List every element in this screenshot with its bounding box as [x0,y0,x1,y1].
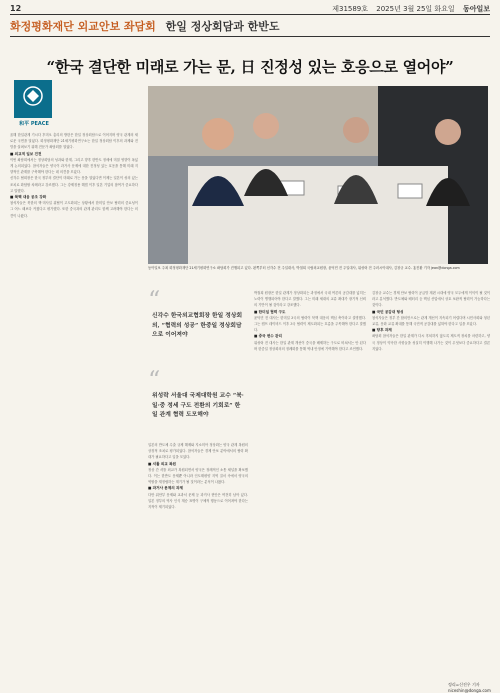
issue-meta [332,4,490,14]
section-sponsor: 화정평화재단 외교안보 좌담회 [10,20,156,33]
article-column-2 [148,442,248,678]
quote-mark-icon: “ [148,286,161,314]
subheading: ■ 국민 공감대 형성 [372,309,404,314]
subheading: ■ 중국 변수 관리 [254,334,282,339]
paragraph: 올해 한일관계 기시다 후미오 총리의 방한은 한일 정상회담으로 이어지며 양국 관계의 새로운 국면을 열었다. 화정평화재단 21세기평화연구소는 한일 정상회담 이후의 과제와 전망을 살펴보기 위해 전문가 좌담회를 열었다. [10,133,138,150]
paragraph: 참석자들은 정부 간 합의만으로는 관계 개선이 지속되기 어렵다며 시민사회와 청년 교류, 문화 교류 확대를 통해 국민적 공감대를 넓혀야 한다고 입을 모았다. [372,315,490,327]
pull-quote-1: 신각수 한국외교협회장 한일 정상회 의, “협력의 성공” 한중일 정상회담으로 이어져야 [152,313,243,338]
section-title [10,18,280,34]
photo-caption: 동아일보 주최 화정평화재단 21세기평화연구소 좌담회가 진행되고 있다. 왼쪽부터 신각수 전 주일대사, 박철희 국립외교원장, 윤덕민 전 주일대사, 위성락 전 주러시아대사, 김창규 교수. 홍진환 기자 jean@donga.com [148,266,460,270]
issue-date: 2025년 3월 25일 화요일 [376,5,455,13]
headline: “한국 결단한 미래로 가는 문, 日 진정성 있는 호응으로 열어야” [46,58,454,76]
roundtable-photo [148,86,488,264]
paragraph: 신각수 협회장은 한국 정부의 결단이 미래로 가는 문을 열었다면 이제는 일본이 성의 있는 조치로 화답할 차례라고 강조했다. 그는 강제징용 해법 이후 일본 기업의 참여가 중요하다고 말했다. [10,176,138,193]
subheading: ■ 북핵 대응 공조 강화 [10,195,47,200]
article-column-1 [10,132,138,680]
paragraph: 참석자들은 북한의 핵·미사일 위협이 고도화되는 상황에서 한미일 안보 협력의 중요성이 그 어느 때보다 커졌다고 평가했다. 또한 중국과의 관계 관리도 함께 고려해야 한다는 의견이 나왔다. [10,201,138,218]
paragraph: 위성락 전 대사는 한일 관계 개선이 중국을 배제하는 구도로 비쳐서는 안 된다며 한중일 정상회의의 정례화를 통해 역내 안정에 기여해야 한다고 조언했다. [254,340,366,351]
peace-foundation-logo [14,80,52,118]
pull-quote-2: 위성락 서울대 국제대학원 교수 “북·일·중 정세 구도 전환의 기회로” 한일 관계 협력 도모해야 [152,393,244,418]
article-column-4 [372,290,490,678]
paragraph: 좌담회 참석자들은 한일 관계가 다시 후퇴하지 않도록 제도적 장치를 마련하고, 양국 정상이 약속한 사항들을 성실히 이행해 나가는 것이 무엇보다 중요하다고 결론지었다. [372,334,490,351]
subheading: ■ 한미일 협력 구도 [254,309,286,314]
header-rule [10,14,490,15]
quote-mark-icon: “ [148,366,161,394]
subheading: ■ 셔틀 외교 복원 [148,461,176,466]
paragraph: 이번 좌담회에서는 정상회담의 성과와 한계, 그리고 향후 한반도 정세에 미칠 영향이 폭넓게 논의되었다. 참석자들은 양국이 과거사 문제에 대한 진정성 있는 호응을 통해 미래 지향적인 관계를 구축해야 한다는 데 의견을 모았다. [10,157,138,175]
subheading: ■ 외교적 일보 진전 [10,151,42,156]
issue-number: 제31589호 [332,5,369,13]
page-number: 12 [10,4,22,13]
paragraph: 다만 위안부 문제와 교과서 문제 등 과거사 현안은 여전히 남아 있다. 일본 정부의 역사 인식 계승 표명이 구체적 행동으로 이어져야 한다는 지적이 제기되었다. [148,492,248,510]
logo-caption: 和平 PEACE [19,121,49,127]
paragraph: 정상 간 셔틀 외교가 복원되면서 양국은 정례적인 소통 채널을 확보했다. 이는 한반도 문제뿐 아니라 인도태평양 지역 질서 속에서 양국의 역할을 재정립하는 계기가 될 것이라는 분석이 나왔다. [148,467,248,485]
article-column-3 [254,290,366,678]
section-rule [10,36,490,37]
subheading: ■ 과거사 문제의 과제 [148,486,183,491]
paragraph: 윤덕민 전 대사는 한미일 3국의 협력이 북핵 대응의 핵심 축이라고 설명했다. 그는 캠프 데이비드 이후 3국 협력이 제도화되는 흐름을 주목해야 한다고 말했다. [254,315,366,333]
section-topic: 한일 정상회담과 한반도 [165,20,280,33]
paragraph: 박철희 원장은 한일 관계가 정상화되는 과정에서 국내 여론의 공감대를 넓히는 노력이 병행되어야 한다고 말했다. 그는 미래 세대의 교류 확대가 장기적 신뢰의 기반이 될 것이라고 강조했다. [254,291,366,308]
page-header [10,4,490,14]
paragraph: 김창규 교수는 경제 안보 협력이 공급망 재편 시대에 양국 모두에게 이익이 될 것이라고 분석했다. 반도체와 배터리 등 핵심 산업에서 상호 보완적 협력이 가능하다는 것이다. [372,291,490,308]
byline: 정리=신진우 기자 niceshin@donga.com [448,682,491,693]
paragraph: 일본의 반도체 수출 규제 해제와 지소미아 정상화는 양국 관계 복원의 상징적 조치로 평가되었다. 참석자들은 경제 안보 분야에서의 협력 확대가 필요하다고 입을 모았다. [148,443,248,460]
subheading: ■ 향후 과제 [372,328,392,333]
newspaper-name: 동아일보 [462,5,490,13]
